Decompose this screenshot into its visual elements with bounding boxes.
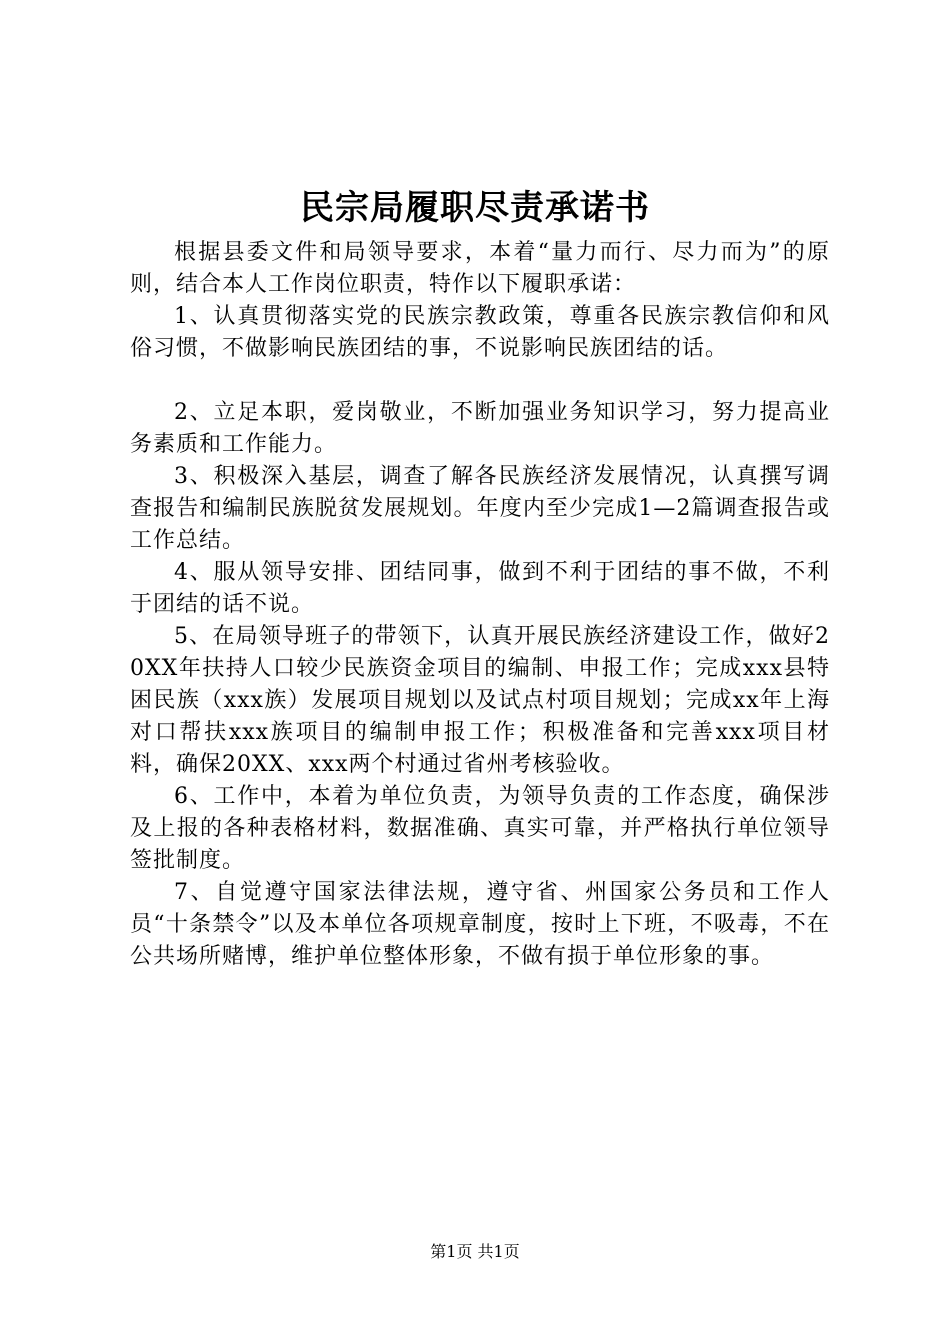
- intro-paragraph: 根据县委文件和局领导要求，本着“量力而行、尽力而为”的原则，结合本人工作岗位职责，特作以下履职承诺：: [130, 240, 830, 297]
- document-body: [130, 237, 830, 973]
- commitment-item-2: 2、立足本职，爱岗敬业，不断加强业务知识学习，努力提高业务素质和工作能力。: [130, 400, 830, 457]
- document-title: 民宗局履职尽责承诺书: [300, 188, 650, 228]
- commitment-item-3: 3、积极深入基层，调查了解各民族经济发展情况，认真撰写调查报告和编制民族脱贫发展规划。年度内至少完成1—2篇调查报告或工作总结。: [130, 464, 830, 553]
- commitment-item-6: 6、工作中，本着为单位负责，为领导负责的工作态度，确保涉及上报的各种表格材料，数据准确、真实可靠，并严格执行单位领导签批制度。: [130, 784, 830, 873]
- commitment-item-7: 7、自觉遵守国家法律法规，遵守省、州国家公务员和工作人员“十条禁令”以及本单位各项规章制度，按时上下班，不吸毒，不在公共场所赌博，维护单位整体形象，不做有损于单位形象的事。: [130, 880, 830, 969]
- commitment-item-5: 5、在局领导班子的带领下，认真开展民族经济建设工作，做好20XX年扶持人口较少民族资金项目的编制、申报工作；完成xxx县特困民族（xxx族）发展项目规划以及试点村项目规划；完成xx年上海对口帮扶xxx族项目的编制申报工作；积极准备和完善xxx项目材料，确保20XX、xxx两个村通过省州考核验收。: [130, 624, 830, 777]
- commitment-item-4: 4、服从领导安排、团结同事，做到不利于团结的事不做，不利于团结的话不说。: [130, 560, 830, 617]
- page-number-footer: 第1页 共1页: [430, 1242, 520, 1261]
- commitment-item-1: 1、认真贯彻落实党的民族宗教政策，尊重各民族宗教信仰和风俗习惯，不做影响民族团结的事，不说影响民族团结的话。: [130, 304, 830, 361]
